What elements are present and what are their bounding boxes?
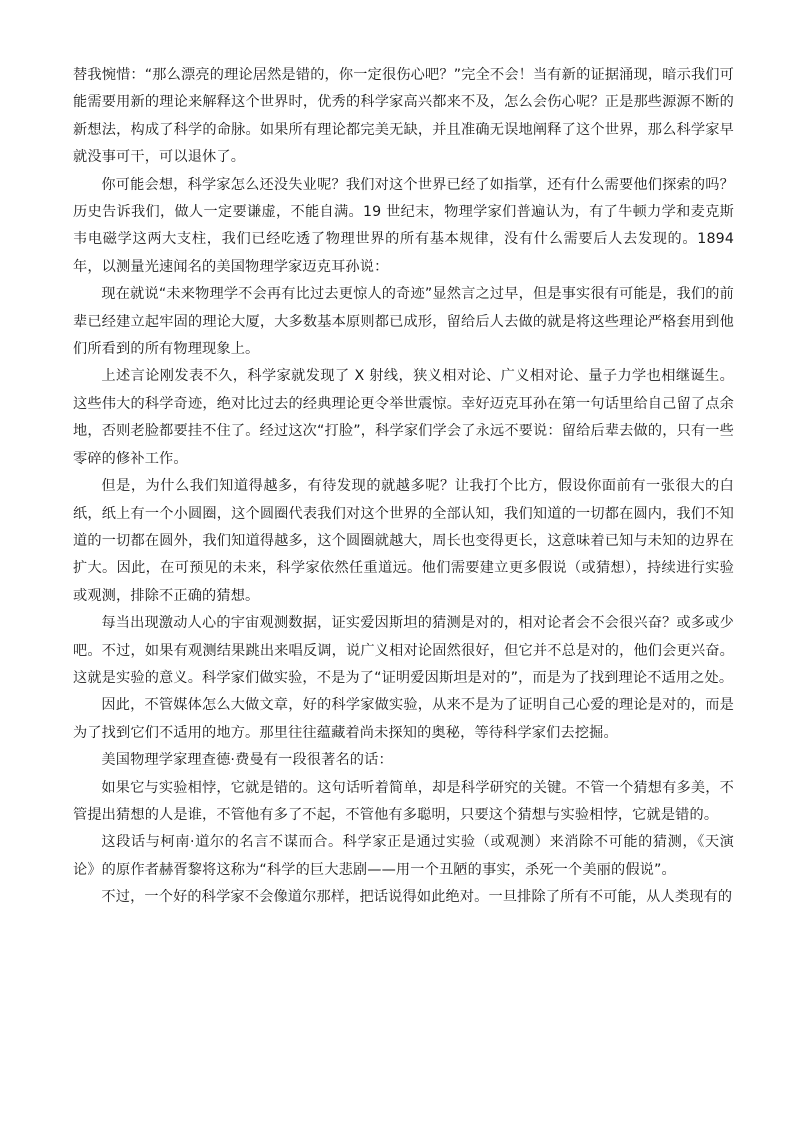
paragraph-4: 上述言论刚发表不久，科学家就发现了 X 射线，狭义相对论、广义相对论、量子力学也相继诞生。这些伟大的科学奇迹，绝对比过去的经典理论更令举世震惊。幸好迈克耳孙在第一句话里给自己留了点余地，否则老脸都要挂不住了。经过这次“打脸”，科学家们学会了永远不要说：留给后辈去做的，只有一些零碎的修补工作。 [73,368,734,467]
paragraph-6: 每当出现激动人心的宇宙观测数据，证实爱因斯坦的猜测是对的，相对论者会不会很兴奋？或多或少吧。不过，如果有观测结果跳出来唱反调，说广义相对论固然很好，但它并不总是对的，他们会更兴奋。这就是实验的意义。科学家们做实验，不是为了“证明爱因斯坦是对的”，而是为了找到理论不适用之处。 [73,615,734,686]
document-body [73,62,734,912]
paragraph-10: 这段话与柯南·道尔的名言不谋而合。科学家正是通过实验（或观测）来消除不可能的猜测，《天演论》的原作者赫胥黎将这称为“科学的巨大悲剧——用一个丑陋的事实，杀死一个美丽的假说”。 [73,834,734,878]
paragraph-7: 因此，不管媒体怎么大做文章，好的科学家做实验，从来不是为了证明自己心爱的理论是对的，而是为了找到它们不适用的地方。那里往往蕴藏着尚未探知的奥秘，等待科学家们去挖掘。 [73,697,734,741]
paragraph-1: 替我惋惜：“那么漂亮的理论居然是错的，你一定很伤心吧？”完全不会！当有新的证据涌现，暗示我们可能需要用新的理论来解释这个世界时，优秀的科学家高兴都来不及，怎么会伤心呢？正是那些源源不断的新想法，构成了科学的命脉。如果所有理论都完美无缺，并且准确无误地阐释了这个世界，那么科学家早就没事可干，可以退休了。 [73,67,734,166]
paragraph-3-quote: 现在就说“未来物理学不会再有比过去更惊人的奇迹”显然言之过早，但是事实很有可能是，我们的前辈已经建立起牢固的理论大厦，大多数基本原则都已成形，留给后人去做的就是将这些理论严格套用到他们所看到的所有物理现象上。 [73,286,734,358]
paragraph-9-quote: 如果它与实验相悖，它就是错的。这句话听着简单，却是科学研究的关键。不管一个猜想有多美，不管提出猜想的人是谁，不管他有多了不起，不管他有多聪明，只要这个猜想与实验相悖，它就是错的。 [73,779,734,823]
paragraph-8: 美国物理学家理查德·费曼有一段很著名的话： [101,752,393,769]
paragraph-2: 你可能会想，科学家怎么还没失业呢？我们对这个世界已经了如指掌，还有什么需要他们探索的吗？历史告诉我们，做人一定要谦虚，不能自满。19 世纪末，物理学家们普遍认为，有了牛顿力学和麦克斯韦电磁学这两大支柱，我们已经吃透了物理世界的所有基本规律，没有什么需要后人去发现的。1894 年，以测量光速闻名的美国物理学家迈克耳孙说： [73,176,734,275]
paragraph-11: 不过，一个好的科学家不会像道尔那样，把话说得如此绝对。一旦排除了所有不可能，从人类现有的 [101,889,733,906]
paragraph-5: 但是，为什么我们知道得越多，有待发现的就越多呢？让我打个比方，假设你面前有一张很大的白纸，纸上有一个小圆圈，这个圆圈代表我们对这个世界的全部认知，我们知道的一切都在圆内，我们不知道的一切都在圆外，我们知道得越多，这个圆圈就越大，周长也变得更长，这意味着已知与未知的边界在扩大。因此，在可预见的未来，科学家依然任重道远。他们需要建立更多假说（或猜想），持续进行实验或观测，排除不正确的猜想。 [73,478,734,604]
